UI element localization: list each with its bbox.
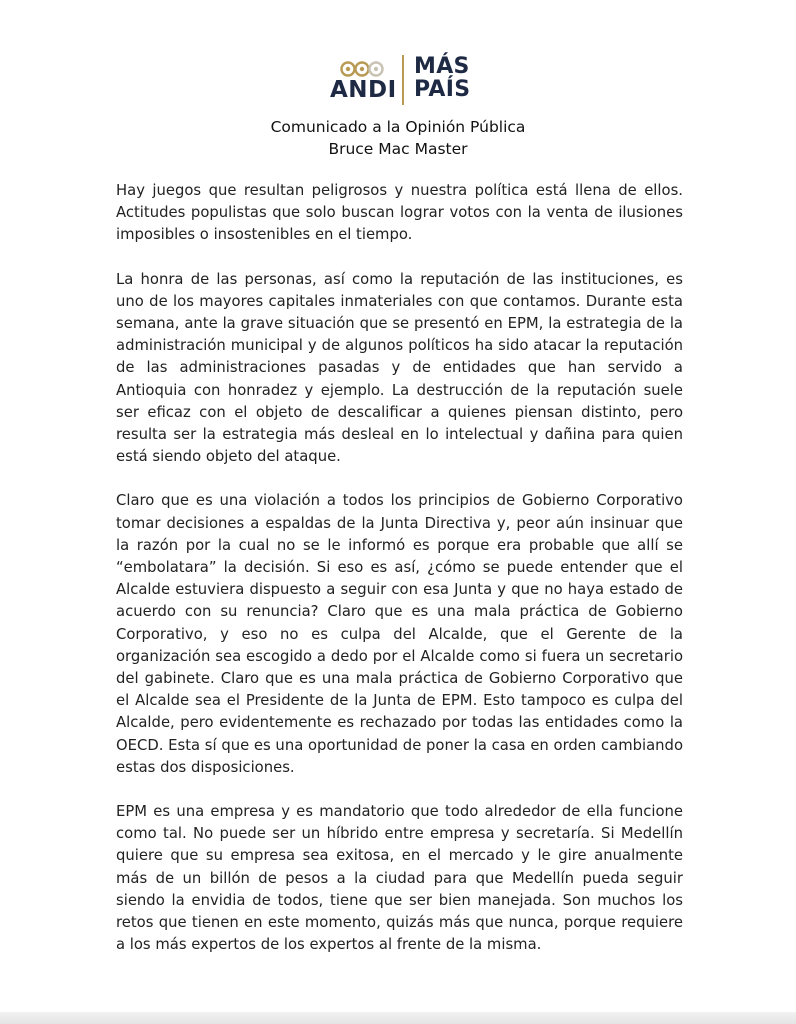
andi-logo [330, 59, 397, 107]
header-logo [330, 53, 470, 109]
paragraph-2: La honra de las personas, así como la reputación de las instituciones, es uno de los mayores capitales inmateriales con que contamos. Durante esta semana, ante la grave situación que se presentó en EPM, la estrategia de la administración municipal y de algunos políticos ha sido atacar la reputación de las administraciones pasadas y de entidades que han servido a Antioquia con honradez y ejemplo. La destrucción de la reputación suele ser eficaz con el objeto de descalificar a quienes piensan distinto, pero resulta ser la estrategia más desleal en lo intelectual y dañina para quien está siendo objeto del ataque. [116, 270, 683, 466]
mas-pais-line1: MÁS [414, 54, 470, 79]
paragraph-3: Claro que es una violación a todos los principios de Gobierno Corporativo tomar decisiones a espaldas de la Junta Directiva y, peor aún insinuar que la razón por la cual no se le informó es porque era probable que allí se “embolatara” la decisión. Si eso es así, ¿cómo se puede entender que el Alcalde estuviera dispuesto a seguir con esa Junta y que no haya estado de acuerdo con su renuncia? Claro que es una mala práctica de Gobierno Corporativo, y eso no es culpa del Alcalde, que el Gerente de la organización sea escogido a dedo por el Alcalde como si fuera un secretario del gabinete. Claro que es una mala práctica de Gobierno Corporativo que el Alcalde sea el Presidente de la Junta de EPM. Esto tampoco es culpa del Alcalde, pero evidentemente es rechazado por todas las entidades como la OECD. Esta sí que es una oportunidad de poner la casa en orden cambiando estas dos disposiciones. [116, 492, 683, 776]
document-body [116, 180, 683, 979]
paragraph-1: Hay juegos que resultan peligrosos y nuestra política está llena de ellos. Actitudes populistas que solo buscan lograr votos con la venta de ilusiones imposibles o insostenibles en el tiempo. [116, 182, 683, 244]
mas-pais-wordmark [414, 55, 470, 101]
logo-divider [402, 55, 404, 105]
document-heading [0, 116, 796, 160]
document-title: Comunicado a la Opinión Pública [270, 118, 526, 136]
andi-wordmark: ANDI [330, 77, 397, 103]
mas-pais-line2: PAÍS [414, 77, 471, 102]
page-bottom-edge [0, 1012, 796, 1024]
paragraph-4: EPM es una empresa y es mandatorio que todo alrededor de ella funcione como tal. No puede ser un híbrido entre empresa y secretaría. Si Medellín quiere que su empresa sea exitosa, en el mercado y le gire anualmente más de un billón de pesos a la ciudad para que Medellín pueda seguir siendo la envidia de todos, tiene que ser bien manejada. Son muchos los retos que tienen en este momento, quizás más que nunca, porque requiere a los más expertos de los expertos al frente de la misma. [116, 803, 683, 954]
andi-emblem-icon [340, 59, 386, 79]
document-author: Bruce Mac Master [328, 140, 468, 158]
